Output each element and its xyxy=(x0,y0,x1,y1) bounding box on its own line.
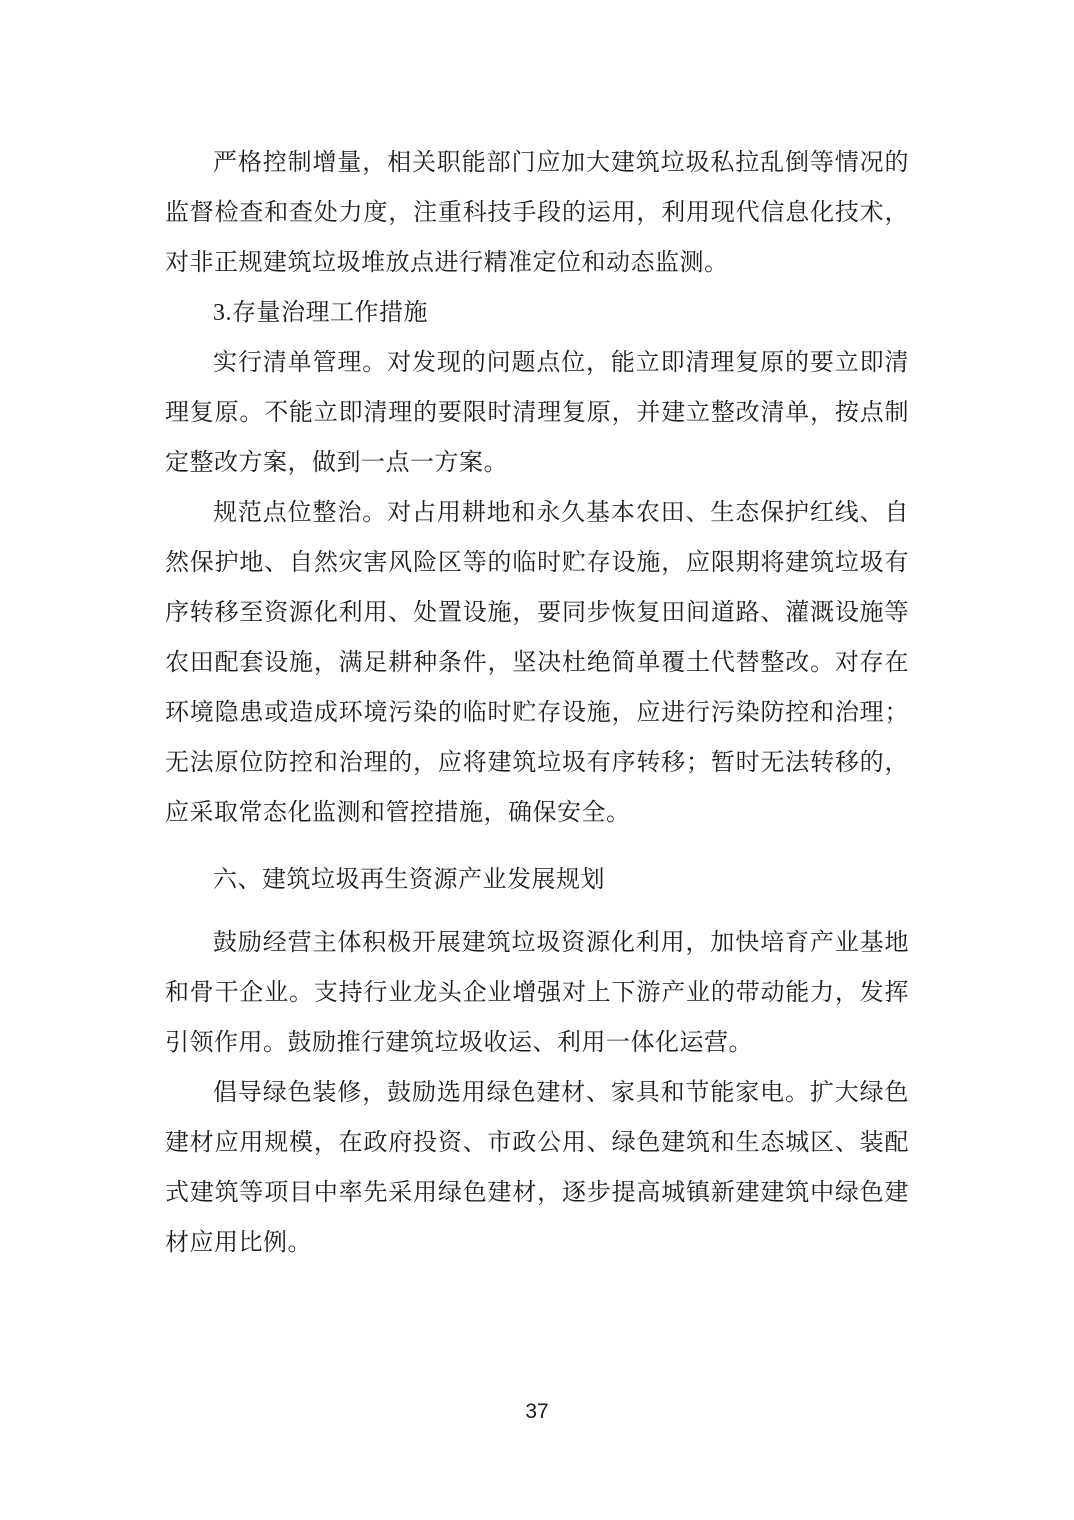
paragraph-green-decoration: 倡导绿色装修，鼓励选用绿色建材、家具和节能家电。扩大绿色建材应用规模，在政府投资、市政公用、绿色建筑和生态城区、装配式建筑等项目中率先采用绿色建材，逐步提高城镇新建建筑中绿色建材应用比例。 xyxy=(165,1080,909,1256)
paragraph-increment-control: 严格控制增量，相关职能部门应加大建筑垃圾私拉乱倒等情况的监督检查和查处力度，注重科技手段的运用，利用现代信息化技术，对非正规建筑垃圾堆放点进行精准定位和动态监测。 xyxy=(165,150,909,276)
section-heading-recycling-industry-plan: 六、建筑垃圾再生资源产业发展规划 xyxy=(213,867,605,893)
page-number: 37 xyxy=(525,1400,549,1423)
paragraph-list-management: 实行清单管理。对发现的问题点位，能立即清理复原的要立即清理复原。不能立即清理的要限时清理复原，并建立整改清单，按点制定整改方案，做到一点一方案。 xyxy=(165,350,909,476)
document-body xyxy=(165,138,909,1268)
paragraph-site-remediation: 规范点位整治。对占用耕地和永久基本农田、生态保护红线、自然保护地、自然灾害风险区等的临时贮存设施，应限期将建筑垃圾有序转移至资源化利用、处置设施，要同步恢复田间道路、灌溉设施等农田配套设施，满足耕种条件，坚决杜绝简单覆土代替整改。对存在环境隐患或造成环境污染的临时贮存设施，应进行污染防控和治理；无法原位防控和治理的，应将建筑垃圾有序转移；暂时无法转移的，应采取常态化监测和管控措施，确保安全。 xyxy=(165,500,909,826)
paragraph-resource-utilization: 鼓励经营主体积极开展建筑垃圾资源化利用，加快培育产业基地和骨干企业。支持行业龙头企业增强对上下游产业的带动能力，发挥引领作用。鼓励推行建筑垃圾收运、利用一体化运营。 xyxy=(165,930,909,1056)
page-footer xyxy=(0,1400,1074,1424)
subheading-stock-governance-measures: 3.存量治理工作措施 xyxy=(213,300,428,326)
